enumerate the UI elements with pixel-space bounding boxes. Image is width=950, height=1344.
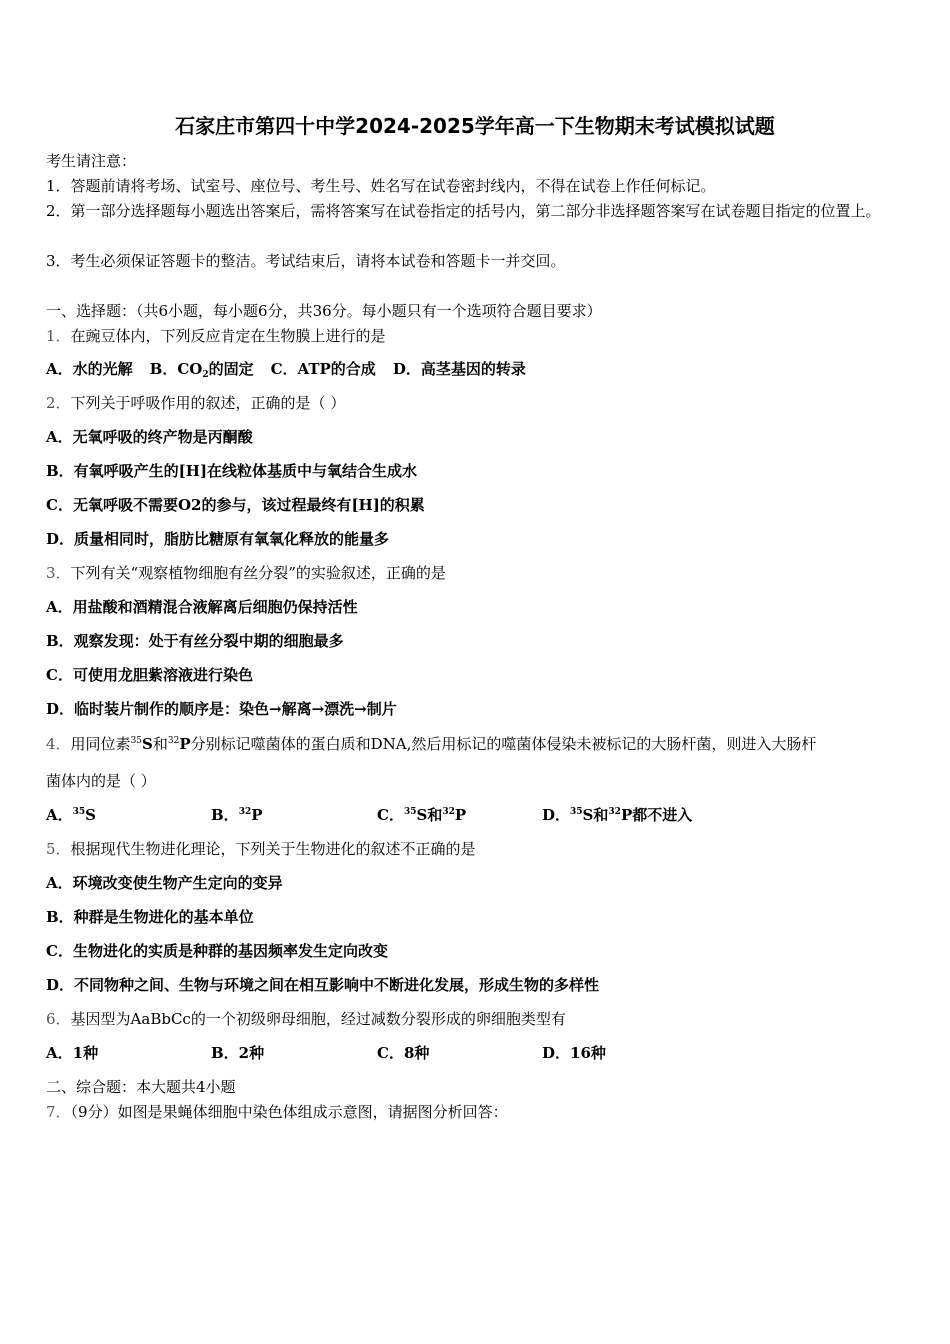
question-6-option-a: A．1种	[46, 1044, 99, 1062]
question-text: （9分）如图是果蝇体细胞中染色体组成示意图，请据图分析回答：	[70, 1103, 508, 1121]
question-2-option-b: B．有氧呼吸产生的[H]在线粒体基质中与氧结合生成水	[46, 462, 418, 480]
question-6-option-b: B．2种	[211, 1044, 265, 1062]
question-5-option-c: C．生物进化的实质是种群的基因频率发生定向改变	[46, 942, 388, 960]
notice-item-3: 3．考生必须保证答题卡的整洁。考试结束后，请将本试卷和答题卡一并交回。	[46, 252, 566, 270]
option-b: B．$CO_2$的固定	[149, 360, 254, 380]
question-5-option-d: D．不同物种之间、生物与环境之间在相互影响中不断进化发展，形成生物的多样性	[46, 976, 600, 994]
question-6-option-c: C．8种	[377, 1044, 430, 1062]
question-5-option-a: A．环境改变使生物产生定向的变异	[46, 874, 283, 892]
question-7-stem	[46, 1101, 508, 1123]
option-d: D．高茎基因的转录	[392, 360, 526, 378]
question-3-option-b: B．观察发现：处于有丝分裂中期的细胞最多	[46, 632, 344, 650]
question-2-stem	[46, 392, 345, 414]
question-6-option-d: D．16种	[542, 1044, 606, 1062]
question-4-option-c: C．$^{35}$S和$^{32}$P	[377, 806, 467, 824]
question-3-option-c: C．可使用龙胆紫溶液进行染色	[46, 666, 253, 684]
question-text: 基因型为AaBbCc的一个初级卵母细胞，经过减数分裂形成的卵细胞类型有	[70, 1010, 566, 1028]
question-number: 3．	[46, 564, 71, 582]
notice-item-2: 2．第一部分选择题每小题选出答案后，需将答案写在试卷指定的括号内，第二部分非选择题答案写在试卷题目指定的位置上。	[46, 202, 881, 220]
question-5-stem	[46, 838, 476, 860]
question-5-option-b: B．种群是生物进化的基本单位	[46, 908, 254, 926]
question-3-stem	[46, 562, 446, 584]
option-c: C．ATP的合成	[270, 360, 376, 378]
question-4-option-b: B．$^{32}$P	[211, 806, 263, 824]
question-2-option-c: C．无氧呼吸不需要O2的参与，该过程最终有[H]的积累	[46, 496, 425, 514]
question-4-option-a: A．$^{35}$S	[46, 806, 97, 824]
question-text: 根据现代生物进化理论，下列关于生物进化的叙述不正确的是	[70, 840, 476, 858]
question-4-stem-line-2: 菌体内的是（ ）	[46, 772, 156, 790]
question-number: 2．	[46, 394, 71, 412]
question-6-stem	[46, 1008, 566, 1030]
question-3-option-d: D．临时装片制作的顺序是：染色→解离→漂洗→制片	[46, 700, 397, 718]
notice-item-1: 1．答题前请将考场、试室号、座位号、考生号、姓名写在试卷密封线内，不得在试卷上作任何标记。	[46, 177, 716, 195]
question-text: 在豌豆体内，下列反应肯定在生物膜上进行的是	[70, 327, 386, 345]
question-2-option-d: D．质量相同时，脂肪比糖原有氧氧化释放的能量多	[46, 530, 390, 548]
question-2-option-a: A．无氧呼吸的终产物是丙酮酸	[46, 428, 253, 446]
question-number: 4．	[46, 735, 71, 753]
question-1-stem	[46, 325, 386, 347]
section-2-heading: 二、综合题：本大题共4小题	[46, 1078, 236, 1096]
question-4-stem-line-1: 4．用同位素$^{35}$S和$^{32}$P分别标记噬菌体的蛋白质和DNA,然后用标记的噬菌体侵染未被标记的大肠杆菌，则进入大肠杆	[46, 735, 817, 753]
page-title: 石家庄市第四十中学2024-2025学年高一下生物期末考试模拟试题	[175, 114, 775, 138]
question-1-options	[46, 358, 526, 380]
question-number: 1．	[46, 327, 71, 345]
question-number: 5．	[46, 840, 71, 858]
question-number: 6．	[46, 1010, 71, 1028]
question-text: 下列有关“观察植物细胞有丝分裂”的实验叙述，正确的是	[70, 564, 446, 582]
question-text: 下列关于呼吸作用的叙述，正确的是（ ）	[70, 394, 346, 412]
notice-heading: 考生请注意：	[46, 152, 137, 170]
question-3-option-a: A．用盐酸和酒精混合液解离后细胞仍保持活性	[46, 598, 358, 616]
section-1-heading: 一、选择题：（共6小题，每小题6分，共36分。每小题只有一个选项符合题目要求）	[46, 302, 602, 320]
question-4-option-d: D．$^{35}$S和$^{32}$P都不进入	[542, 806, 693, 824]
option-a: A．水的光解	[46, 360, 133, 378]
question-number: 7．	[46, 1103, 71, 1121]
